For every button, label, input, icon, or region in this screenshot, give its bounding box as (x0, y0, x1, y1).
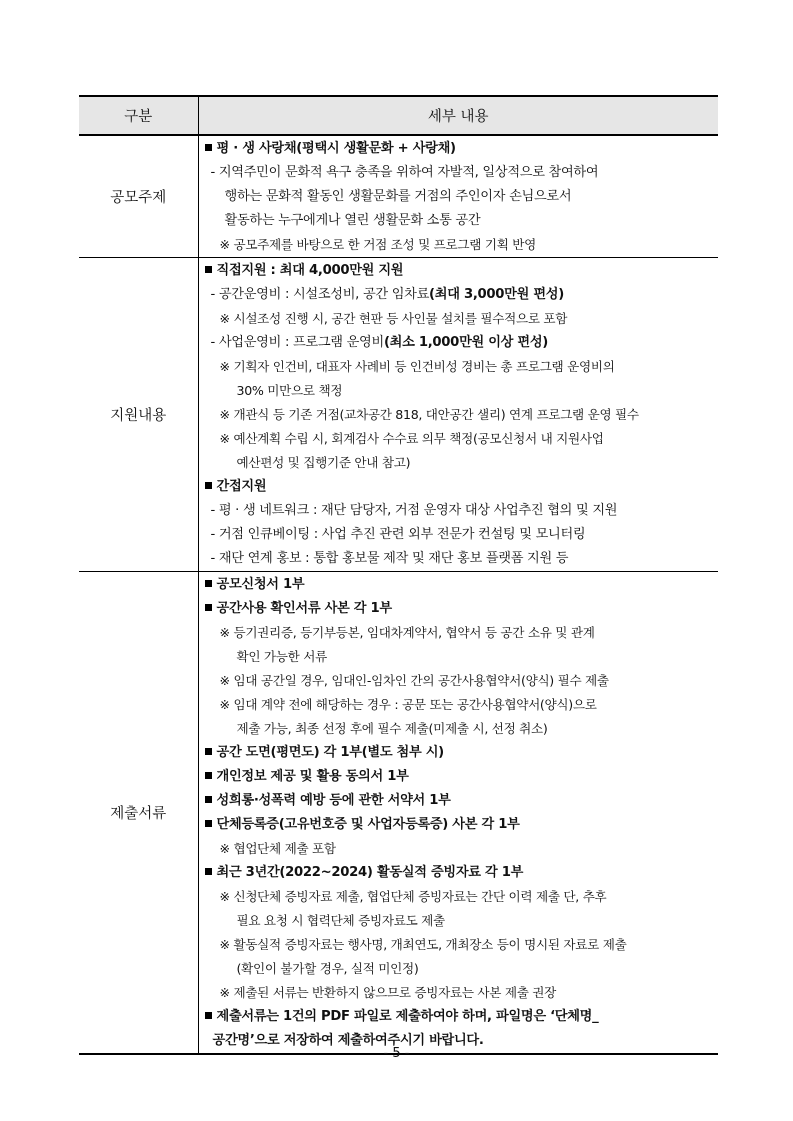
square-bullet-icon (205, 820, 212, 827)
note-item: ※ 시설조성 진행 시, 공간 현판 등 사인물 설치를 필수적으로 포함 (219, 311, 568, 326)
dash-item: - 평 · 생 네트워크 : 재단 담당자, 거점 운영자 대상 사업추진 협의 및 지원 (210, 503, 618, 518)
details-cell (198, 135, 718, 258)
table-row-support (79, 258, 718, 572)
category-cell: 지원내용 (79, 258, 198, 572)
dash-item: - 지역주민이 문화적 욕구 충족을 위하여 자발적, 일상적으로 참여하여 (210, 165, 599, 180)
note-item-continued: 확인 가능한 서류 (236, 649, 327, 664)
note-item-continued: 예산편성 및 집행기준 안내 참고) (236, 455, 411, 470)
square-bullet-icon (205, 604, 212, 611)
square-bullet-icon (205, 748, 212, 755)
note-item: ※ 임대 공간일 경우, 임대인-임차인 간의 공간사용협약서(양식) 필수 제출 (219, 673, 609, 688)
details-cell (198, 258, 718, 572)
bullet-heading: 간접지원 (203, 475, 719, 499)
note-item: ※ 등기권리증, 등기부등본, 임대차계약서, 협약서 등 공간 소유 및 관계 (219, 625, 595, 640)
bullet-heading: 개인정보 제공 및 활용 동의서 1부 (203, 765, 719, 789)
dash-item-continued: 활동하는 누구에게나 열린 생활문화 소통 공간 (224, 213, 481, 228)
bullet-heading: 최근 3년간(2022~2024) 활동실적 증빙자료 각 1부 (203, 861, 719, 885)
bullet-heading: 평 · 생 사랑채(평택시 생활문화 + 사랑채) (203, 137, 719, 161)
dash-item: - 재단 연계 홍보 : 통합 홍보물 제작 및 재단 홍보 플랫폼 지원 등 (210, 551, 569, 566)
square-bullet-icon (205, 580, 212, 587)
note-item: ※ 예산계획 수립 시, 회계검사 수수료 의무 책정(공모신청서 내 지원사업 (219, 431, 604, 446)
bullet-heading: 직접지원 : 최대 4,000만원 지원 (203, 259, 719, 283)
table-header-row (79, 96, 718, 135)
note-item: ※ 신청단체 증빙자료 제출, 협업단체 증빙자료는 간단 이력 제출 단, 추후 (219, 889, 607, 904)
note-item: ※ 개관식 등 기존 거점(교차공간 818, 대안공간 샐리) 연계 프로그램 운영 필수 (219, 407, 639, 422)
note-item-continued: 제출 가능, 최종 선정 후에 필수 제출(미제출 시, 선정 취소) (236, 721, 548, 736)
dash-item: - 사업운영비 : 프로그램 운영비(최소 1,000만원 이상 편성) (210, 335, 549, 350)
bullet-heading: 공간사용 확인서류 사본 각 1부 (203, 597, 719, 621)
header-category: 구분 (79, 96, 198, 135)
note-item-continued: (확인이 불가할 경우, 실적 미인정) (236, 961, 419, 976)
dash-item: - 거점 인큐베이팅 : 사업 추진 관련 외부 전문가 컨설팅 및 모니터링 (210, 527, 586, 542)
table-row-documents (79, 572, 718, 1055)
category-cell: 제출서류 (79, 572, 198, 1055)
note-item: ※ 제출된 서류는 반환하지 않으므로 증빙자료는 사본 제출 권장 (219, 985, 557, 1000)
bullet-heading: 공간 도면(평면도) 각 1부(별도 첨부 시) (203, 741, 719, 765)
note-item: ※ 임대 계약 전에 해당하는 경우 : 공문 또는 공간사용협약서(양식)으로 (219, 697, 597, 712)
bullet-heading-continued: 공간명’으로 저장하여 제출하여주시기 바랍니다. (212, 1033, 484, 1048)
details-cell (198, 572, 718, 1055)
category-cell: 공모주제 (79, 135, 198, 258)
header-details: 세부 내용 (198, 96, 718, 135)
square-bullet-icon (205, 796, 212, 803)
dash-item: - 공간운영비 : 시설조성비, 공간 임차료(최대 3,000만원 편성) (210, 287, 564, 302)
dash-item-continued: 행하는 문화적 활동인 생활문화를 거점의 주인이자 손님으로서 (224, 189, 572, 204)
bullet-heading: 단체등록증(고유번호증 및 사업자등록증) 사본 각 1부 (203, 813, 719, 837)
square-bullet-icon (205, 1012, 212, 1019)
square-bullet-icon (205, 482, 212, 489)
table-row-theme (79, 135, 718, 258)
page-number: - 5 - (383, 1046, 410, 1061)
square-bullet-icon (205, 772, 212, 779)
note-item: ※ 기획자 인건비, 대표자 사례비 등 인건비성 경비는 총 프로그램 운영비의 (219, 359, 615, 374)
square-bullet-icon (205, 144, 212, 151)
bullet-heading: 공모신청서 1부 (203, 573, 719, 597)
note-item: ※ 공모주제를 바탕으로 한 거점 조성 및 프로그램 기획 반영 (219, 237, 536, 252)
square-bullet-icon (205, 266, 212, 273)
note-item-continued: 필요 요청 시 협력단체 증빙자료도 제출 (236, 913, 445, 928)
note-item: ※ 협업단체 제출 포함 (219, 841, 336, 856)
bullet-heading: 성희롱·성폭력 예방 등에 관한 서약서 1부 (203, 789, 719, 813)
guideline-table (79, 95, 718, 1055)
bullet-heading: 제출서류는 1건의 PDF 파일로 제출하여야 하며, 파일명은 ‘단체명_ (203, 1005, 719, 1029)
note-item-continued: 30% 미만으로 책정 (236, 383, 343, 398)
note-item: ※ 활동실적 증빙자료는 행사명, 개최연도, 개최장소 등이 명시된 자료로 제출 (219, 937, 627, 952)
square-bullet-icon (205, 868, 212, 875)
